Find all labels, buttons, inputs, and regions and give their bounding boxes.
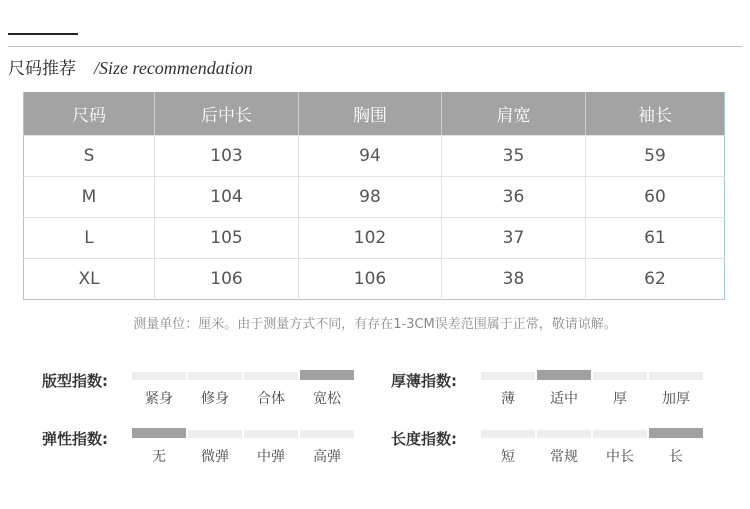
index-thickness: [391, 370, 721, 410]
measurement-note: 测量单位：厘米。由于测量方式不同，有存在1-3CM误差范围属于正常，敬请谅解。: [133, 317, 617, 332]
index-label: 弹性指数:: [42, 430, 108, 448]
index-bar: [649, 372, 703, 380]
index-option: 中弹: [244, 430, 298, 466]
index-option: 高弹: [300, 430, 354, 466]
table-row: [24, 218, 725, 259]
index-bar: [300, 370, 354, 380]
table-cell: 103: [155, 136, 299, 177]
index-option: 紧身: [132, 372, 186, 408]
index-option: 合体: [244, 372, 298, 408]
index-option: 宽松: [300, 372, 354, 408]
index-bar: [593, 372, 647, 380]
column-header-size: 尺码: [24, 92, 155, 136]
table-cell: 35: [442, 136, 586, 177]
section-title: [8, 54, 253, 79]
column-header-back-length: 后中长: [155, 92, 299, 136]
table-cell: 36: [442, 177, 586, 218]
index-option: 长: [649, 430, 703, 466]
section-title-en: /Size recommendation: [94, 58, 253, 78]
index-option: 修身: [188, 372, 242, 408]
index-bar: [188, 430, 242, 438]
table-cell: S: [24, 136, 155, 177]
column-header-sleeve: 袖长: [586, 92, 725, 136]
table-cell: 62: [586, 259, 725, 300]
index-bar: [244, 372, 298, 380]
table-cell: 61: [586, 218, 725, 259]
column-header-shoulder: 肩宽: [442, 92, 586, 136]
table-cell: 105: [155, 218, 299, 259]
table-cell: 37: [442, 218, 586, 259]
index-bar: [132, 428, 186, 438]
index-label: 长度指数:: [391, 430, 457, 448]
table-cell: L: [24, 218, 155, 259]
index-option: 薄: [481, 372, 535, 408]
index-option: 中长: [593, 430, 647, 466]
index-bar: [481, 430, 535, 438]
table-cell: 106: [155, 259, 299, 300]
table-cell: XL: [24, 259, 155, 300]
table-cell: 104: [155, 177, 299, 218]
index-bar: [593, 430, 647, 438]
index-option: 微弹: [188, 430, 242, 466]
index-elasticity: [42, 428, 372, 468]
table-cell: 94: [299, 136, 442, 177]
index-option: 短: [481, 430, 535, 466]
header-divider: [8, 46, 742, 47]
index-bar: [188, 372, 242, 380]
index-label: 厚薄指数:: [391, 372, 457, 390]
index-label: 版型指数:: [42, 372, 108, 390]
index-bar: [537, 370, 591, 380]
index-bar: [300, 430, 354, 438]
index-option: 厚: [593, 372, 647, 408]
table-cell: 102: [299, 218, 442, 259]
index-bar: [481, 372, 535, 380]
index-length: [391, 428, 721, 468]
index-bar: [244, 430, 298, 438]
table-cell: 98: [299, 177, 442, 218]
index-bar: [537, 430, 591, 438]
table-cell: 60: [586, 177, 725, 218]
column-header-chest: 胸围: [299, 92, 442, 136]
size-table: [23, 92, 725, 300]
index-fit: [42, 370, 372, 410]
table-cell: 106: [299, 259, 442, 300]
index-option: 适中: [537, 372, 591, 408]
index-option: 常规: [537, 430, 591, 466]
index-bar: [649, 428, 703, 438]
header-accent-rule: [8, 33, 78, 35]
index-option: 加厚: [649, 372, 703, 408]
table-row: [24, 136, 725, 177]
table-cell: 59: [586, 136, 725, 177]
section-title-cn: 尺码推荐: [8, 59, 76, 79]
index-bar: [132, 372, 186, 380]
table-row: [24, 259, 725, 300]
table-header-row: [24, 92, 725, 136]
index-option: 无: [132, 430, 186, 466]
table-cell: M: [24, 177, 155, 218]
table-cell: 38: [442, 259, 586, 300]
table-row: [24, 177, 725, 218]
